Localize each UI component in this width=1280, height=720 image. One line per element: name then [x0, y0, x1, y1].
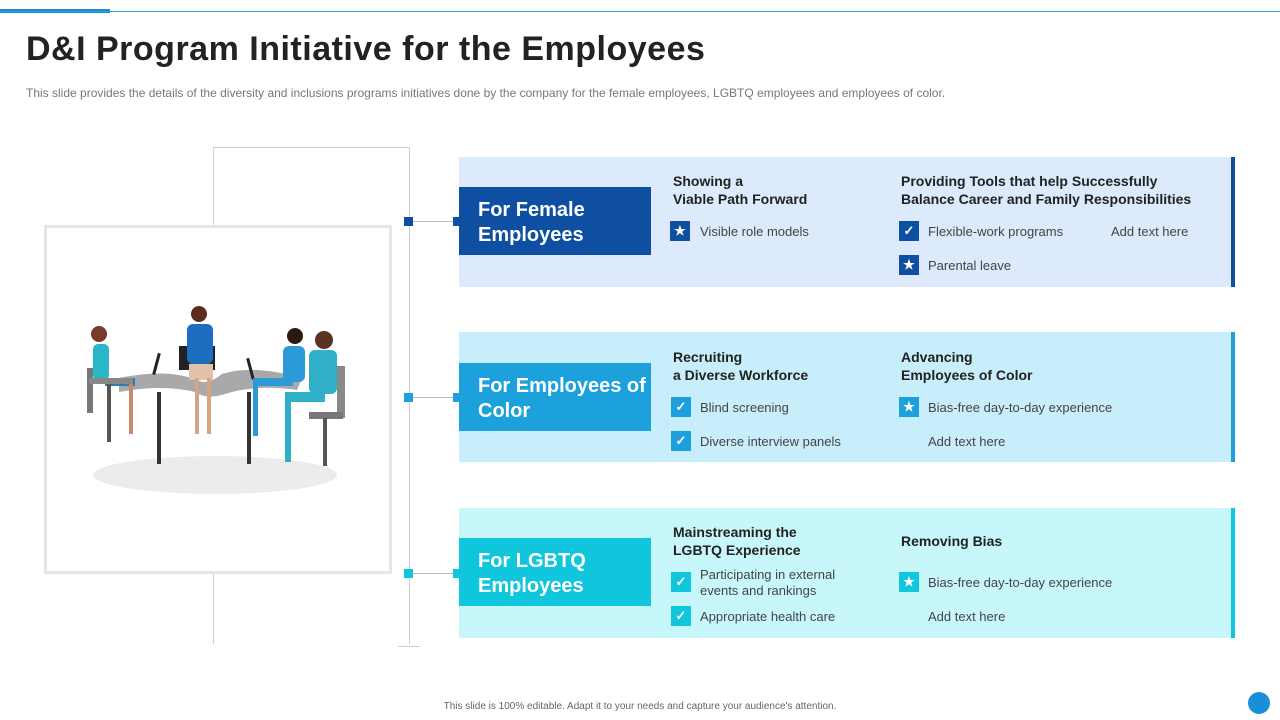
color-col1-heading: Recruiting a Diverse Workforce	[673, 349, 809, 383]
female-col1-item: Visible role models	[700, 224, 809, 239]
lgbtq-col2-heading: Removing Bias	[901, 533, 1003, 549]
lgbtq-col2-extra: Add text here	[928, 609, 1006, 624]
check-icon: ✓	[671, 572, 691, 592]
star-icon: ★	[899, 397, 919, 417]
star-icon: ★	[899, 255, 919, 275]
star-icon: ★	[899, 572, 919, 592]
color-col2-heading: Advancing Employees of Color	[901, 349, 1033, 383]
footer-note: This slide is 100% editable. Adapt it to your needs and capture your audience's attention.	[443, 701, 837, 712]
page-subtitle: This slide provides the details of the diversity and inclusions programs initiatives done by the company for the female employees, LGBTQ employees and employees of color.	[26, 86, 946, 100]
section-label-female: For Female Employees	[459, 187, 651, 255]
frame-base-tick	[398, 646, 420, 647]
illustration-frame	[44, 225, 392, 574]
section-label-lgbtq: For LGBTQ Employees	[459, 538, 651, 606]
connector-node-lgbtq	[404, 569, 413, 578]
lgbtq-col1-item: Participating in external events and rankings	[700, 567, 836, 598]
connector-node-color	[404, 393, 413, 402]
page-title: D&I Program Initiative for the Employees	[26, 30, 706, 68]
female-col2-item: Parental leave	[928, 258, 1012, 273]
color-col2-extra: Add text here	[928, 434, 1006, 449]
lgbtq-col2-item: Bias-free day-to-day experience	[928, 575, 1113, 590]
color-col1-item: Diverse interview panels	[700, 434, 841, 449]
section-label-color: For Employees of Color	[459, 363, 651, 431]
connector-node-female	[404, 217, 413, 226]
check-icon: ✓	[671, 431, 691, 451]
check-icon: ✓	[899, 221, 919, 241]
color-col1-item: Blind screening	[700, 400, 789, 415]
check-icon: ✓	[671, 397, 691, 417]
lgbtq-col1-heading: Mainstreaming the LGBTQ Experience	[673, 524, 801, 558]
female-col1-heading: Showing a Viable Path Forward	[673, 173, 808, 207]
lgbtq-col1-item: Appropriate health care	[700, 609, 836, 624]
star-icon: ★	[670, 221, 690, 241]
female-col2-extra: Add text here	[1111, 224, 1189, 239]
corner-dot-icon	[1248, 692, 1270, 714]
top-rule	[0, 11, 1280, 12]
team-meeting-illustration	[47, 228, 389, 571]
color-col2-item: Bias-free day-to-day experience	[928, 400, 1113, 415]
check-icon: ✓	[671, 606, 691, 626]
female-col2-heading: Providing Tools that help Successfully Balance Career and Family Responsibilities	[901, 173, 1192, 207]
female-col2-item: Flexible-work programs	[928, 224, 1064, 239]
